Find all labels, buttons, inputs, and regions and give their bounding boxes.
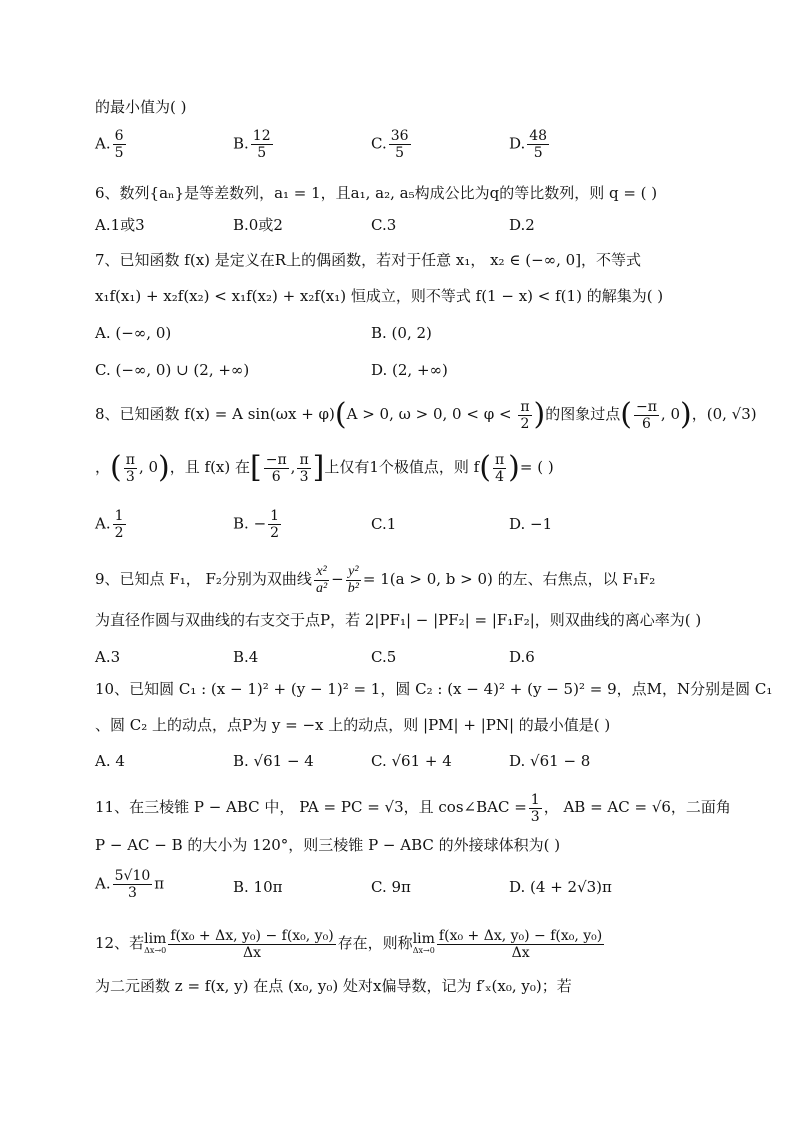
option-c[interactable]: C. $\frac{36}{5}$ (371, 128, 409, 161)
option-d[interactable]: D.2 (509, 216, 535, 234)
question-6-stem: 6、数列{aₙ}是等差数列，a₁ = 1，且a₁, a₂, a₅构成公比为q的等比数列，则 q = ( ) (95, 184, 658, 202)
question-12-stem-cont: 为二元函数 z = f(x, y) 在点 (x₀, y₀) 处对x偏导数，记为 f′ₓ(x₀, y₀)；若 (95, 977, 572, 995)
fraction: $\frac{\pi}{3}$ (299, 451, 309, 485)
option-c[interactable]: C. 9π (371, 878, 411, 896)
option-d[interactable]: D. −1 (509, 515, 553, 533)
option-d[interactable]: D.6 (509, 648, 535, 666)
option-b[interactable]: B.4 (233, 648, 259, 666)
fraction: $\frac{5√10}{3}$ (114, 868, 151, 901)
question-10-stem-cont: 、圆 C₂ 上的动点，点P为 y = −x 上的动点，则 |PM| + |PN| 的最小值是( ) (95, 716, 611, 734)
fraction: $\frac{6}{5}$ (114, 128, 124, 161)
option-d[interactable]: D. (2, +∞) (371, 361, 448, 379)
option-a[interactable]: A. $\frac{6}{5}$ (95, 128, 124, 161)
option-d[interactable]: D. $\frac{48}{5}$ (509, 128, 548, 161)
option-c[interactable]: C. (−∞, 0) ∪ (2, +∞) (95, 361, 250, 379)
fraction: $\frac{\text{f(x₀ + Δx, y₀) − f(x₀, y₀)}}{\Delta x}$ (438, 927, 603, 961)
question-12-stem: 12、若 lim Δx→0 $\frac{\text{f(x₀ + Δx, y₀) − f(x₀, y₀)}}{\Delta x}$ 存在，则称 lim Δx→0 $\frac{\text{f(x₀ + Δx, y₀) − f(x₀, y₀)}}{\Delta x}$ (95, 927, 603, 961)
fraction: $\frac{12}{5}$ (252, 128, 271, 161)
fraction: $\frac{48}{5}$ (529, 128, 548, 161)
option-d[interactable]: D. (4 + 2√3)π (509, 878, 612, 896)
fraction: $\frac{1}{2}$ (270, 508, 280, 541)
option-a[interactable]: A. (−∞, 0) (95, 324, 172, 342)
option-b[interactable]: B. √61 − 4 (233, 752, 314, 770)
question-7-stem-cont: x₁f(x₁) + x₂f(x₂) < x₁f(x₂) + x₂f(x₁) 恒成立，则不等式 f(1 − x) < f(1) 的解集为( ) (95, 287, 664, 305)
fraction: $\frac{\text{y²}}{\text{b²}}$ (347, 563, 359, 596)
fraction: $\frac{\pi}{4}$ (494, 451, 505, 485)
question-9-stem-cont: 为直径作圆与双曲线的右支交于点P，若 2|PF₁| − |PF₂| = |F₁F₂|，则双曲线的离心率为( ) (95, 611, 702, 629)
question-8-stem-cont: ，( $\frac{\pi}{3}$ , 0)，且 f(x) 在[ $\frac{-\pi}{6}$ , $\frac{\pi}{3}$ ]上仅有1个极值点，则 f( $\frac{\pi}{4}$ )= ( ) (95, 450, 554, 485)
option-a[interactable]: A.3 (95, 648, 121, 666)
option-c[interactable]: C.5 (371, 648, 397, 666)
option-b[interactable]: B. 10π (233, 878, 283, 896)
option-b[interactable]: B. $\frac{12}{5}$ (233, 128, 271, 161)
fraction: $\frac{1}{3}$ (530, 791, 540, 825)
option-d[interactable]: D. √61 − 8 (509, 752, 591, 770)
fraction: $\frac{\text{x²}}{\text{a²}}$ (315, 563, 328, 596)
question-4-tail: 的最小值为( ) (95, 98, 187, 116)
fraction: $\frac{\pi}{3}$ (125, 451, 135, 485)
limit-operator: lim Δx→0 (144, 931, 167, 955)
option-a[interactable]: A. $\frac{5√10}{3}$ π (95, 868, 165, 901)
fraction: $\frac{-\pi}{6}$ (635, 398, 657, 432)
fraction: $\frac{-\pi}{6}$ (265, 451, 287, 485)
option-a[interactable]: A.1或3 (95, 216, 145, 234)
question-7-stem: 7、已知函数 f(x) 是定义在R上的偶函数，若对于任意 x₁， x₂ ∈ (−∞, 0]，不等式 (95, 251, 642, 269)
fraction: $\frac{1}{2}$ (114, 508, 124, 541)
question-11-stem-cont: P − AC − B 的大小为 120°，则三棱锥 P − ABC 的外接球体积为( ) (95, 836, 561, 854)
option-c[interactable]: C.3 (371, 216, 397, 234)
limit-operator: lim Δx→0 (412, 931, 435, 955)
option-a[interactable]: A. 4 (95, 752, 125, 770)
fraction: $\frac{36}{5}$ (390, 128, 409, 161)
fraction: $\frac{\text{f(x₀ + Δx, y₀) − f(x₀, y₀)}}{\Delta x}$ (170, 927, 334, 961)
question-8-stem: 8、已知函数 f(x) = A sin(ωx + φ)(A > 0, ω > 0, 0 < φ < $\frac{\pi}{2}$ )的图象过点( $\frac{-\pi}{6}$ , 0)，(0, √3) (95, 397, 757, 432)
option-b[interactable]: B.0或2 (233, 216, 283, 234)
option-b[interactable]: B. − $\frac{1}{2}$ (233, 508, 280, 541)
question-10-stem: 10、已知圆 C₁ : (x − 1)² + (y − 1)² = 1，圆 C₂ : (x − 4)² + (y − 5)² = 9，点M，N分别是圆 C₁ (95, 680, 773, 698)
option-c[interactable]: C.1 (371, 515, 397, 533)
question-11-stem: 11、在三棱锥 P − ABC 中， PA = PC = √3，且 cos∠BAC = $\frac{1}{3}$ ， AB = AC = √6，二面角 (95, 791, 731, 825)
fraction: $\frac{\pi}{2}$ (520, 398, 530, 432)
option-c[interactable]: C. √61 + 4 (371, 752, 452, 770)
question-9-stem: 9、已知点 F₁， F₂分别为双曲线 $\frac{\text{x²}}{\text{a²}}$ − $\frac{\text{y²}}{\text{b²}}$ = 1(a > 0, b > 0) 的左、右焦点，以 F₁F₂ (95, 563, 656, 596)
option-b[interactable]: B. (0, 2) (371, 324, 432, 342)
option-a[interactable]: A. $\frac{1}{2}$ (95, 508, 124, 541)
